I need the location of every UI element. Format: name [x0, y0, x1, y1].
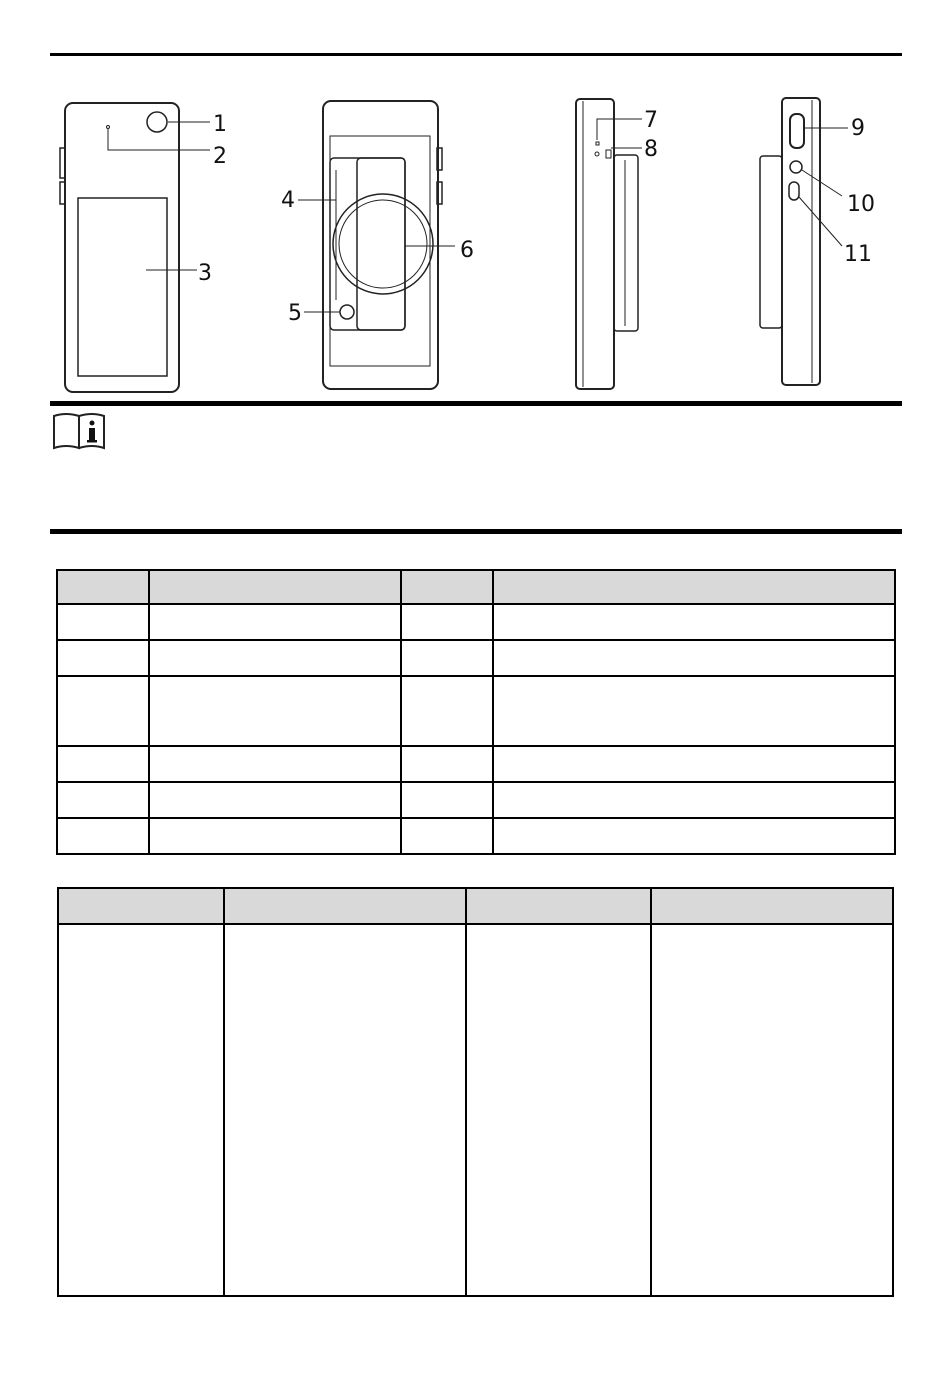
note-info-icon: [52, 412, 106, 450]
table-row: [57, 604, 895, 640]
header-cell: [57, 570, 149, 604]
header-cell: [401, 570, 493, 604]
section-rule: [50, 529, 902, 534]
callout-10: 10: [847, 192, 875, 217]
table-row: [57, 676, 895, 746]
header-cell: [149, 570, 401, 604]
component-table: [56, 569, 896, 855]
device-diagrams: [0, 0, 950, 400]
table-row: [57, 640, 895, 676]
callout-6: 6: [460, 238, 474, 263]
callout-7: 7: [644, 108, 658, 133]
callout-5: 5: [288, 301, 302, 326]
callout-4: 4: [281, 188, 295, 213]
header-cell: [466, 888, 651, 924]
table-row: [58, 924, 893, 1296]
diagram-rule: [50, 401, 902, 406]
callout-9: 9: [851, 116, 865, 141]
header-cell: [651, 888, 893, 924]
callout-8: 8: [644, 137, 658, 162]
callout-3: 3: [198, 261, 212, 286]
table-row: [57, 746, 895, 782]
spec-table: [57, 887, 894, 1297]
table-header-row: [57, 570, 895, 604]
callout-11: 11: [844, 242, 872, 267]
callout-2: 2: [213, 144, 227, 169]
header-cell: [224, 888, 466, 924]
front-view: [60, 103, 210, 392]
table-row: [57, 818, 895, 854]
left-side-view: [576, 99, 642, 389]
table-header-row: [58, 888, 893, 924]
header-cell: [58, 888, 224, 924]
right-side-view: [760, 98, 848, 385]
callout-1: 1: [213, 112, 227, 137]
header-cell: [493, 570, 895, 604]
table-row: [57, 782, 895, 818]
rear-view: [298, 101, 455, 389]
